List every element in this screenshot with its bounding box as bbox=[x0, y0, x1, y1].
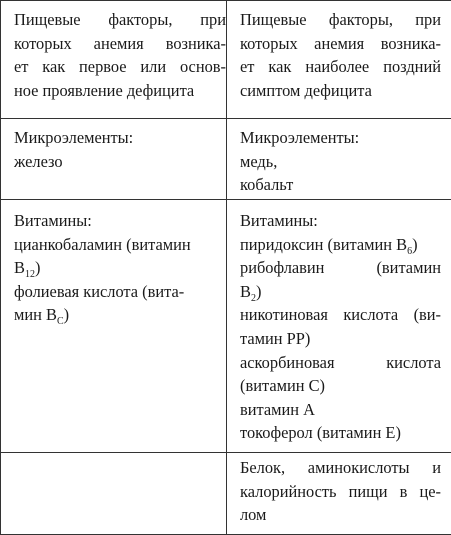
vitamins-right-line: токоферол (витамин E) bbox=[240, 421, 441, 445]
vitamins-right-line: (витамин C) bbox=[240, 374, 441, 398]
header-left-cell bbox=[1, 1, 227, 119]
header-right-cell bbox=[227, 1, 451, 119]
vitamins-left-line: фолиевая кислота (вита- bbox=[14, 280, 226, 304]
vitamins-right-cell bbox=[227, 200, 451, 453]
vitamins-row bbox=[1, 200, 451, 453]
microelements-left-title: Микроэлементы: bbox=[14, 126, 226, 150]
proteins-left-cell bbox=[1, 453, 227, 535]
proteins-row bbox=[1, 453, 451, 535]
header-right-line: которых анемия возника- bbox=[240, 32, 441, 56]
header-left-line: Пищевые факторы, при bbox=[14, 8, 226, 32]
microelements-right-cell bbox=[227, 119, 451, 200]
header-right-line: Пищевые факторы, при bbox=[240, 8, 441, 32]
vitamins-left-line: $B_{12}$) bbox=[14, 256, 226, 280]
vitamins-left-cell bbox=[1, 200, 227, 453]
vitamins-right-line: никотиновая кислота (ви- bbox=[240, 303, 441, 327]
microelements-right-title: Микроэлементы: bbox=[240, 126, 441, 150]
vitamins-right-line: рибофлавин (витамин bbox=[240, 256, 441, 280]
vitamins-right-line: аскорбиновая кислота bbox=[240, 351, 441, 375]
vitamins-right-line: пиридоксин (витамин $B_6$) bbox=[240, 233, 441, 257]
vitamins-left-line: цианкобаламин (витамин bbox=[14, 233, 226, 257]
header-left-line: ное проявление дефицита bbox=[14, 79, 226, 103]
vitamins-right-line: $B_2$) bbox=[240, 280, 441, 304]
header-left-line: ет как первое или основ- bbox=[14, 55, 226, 79]
microelements-left-cell bbox=[1, 119, 227, 200]
proteins-right-line: калорийность пищи в це- bbox=[240, 480, 441, 504]
header-left-line: которых анемия возника- bbox=[14, 32, 226, 56]
vitamins-left-line: мин $B_C$) bbox=[14, 303, 226, 327]
microelements-right-item: кобальт bbox=[240, 173, 441, 197]
proteins-right-cell bbox=[227, 453, 451, 535]
proteins-right-line: лом bbox=[240, 503, 441, 527]
vitamins-right-line: тамин PP) bbox=[240, 327, 441, 351]
proteins-right-line: Белок, аминокислоты и bbox=[240, 456, 441, 480]
microelements-right-item: медь, bbox=[240, 150, 441, 174]
vitamins-right-title: Витамины: bbox=[240, 209, 441, 233]
microelements-left-item: железо bbox=[14, 150, 226, 174]
microelements-row bbox=[1, 119, 451, 200]
vitamins-right-line: витамин A bbox=[240, 398, 441, 422]
vitamins-left-title: Витамины: bbox=[14, 209, 226, 233]
header-row bbox=[1, 1, 451, 119]
header-right-line: симптом дефицита bbox=[240, 79, 441, 103]
header-right-line: ет как наиболее поздний bbox=[240, 55, 441, 79]
